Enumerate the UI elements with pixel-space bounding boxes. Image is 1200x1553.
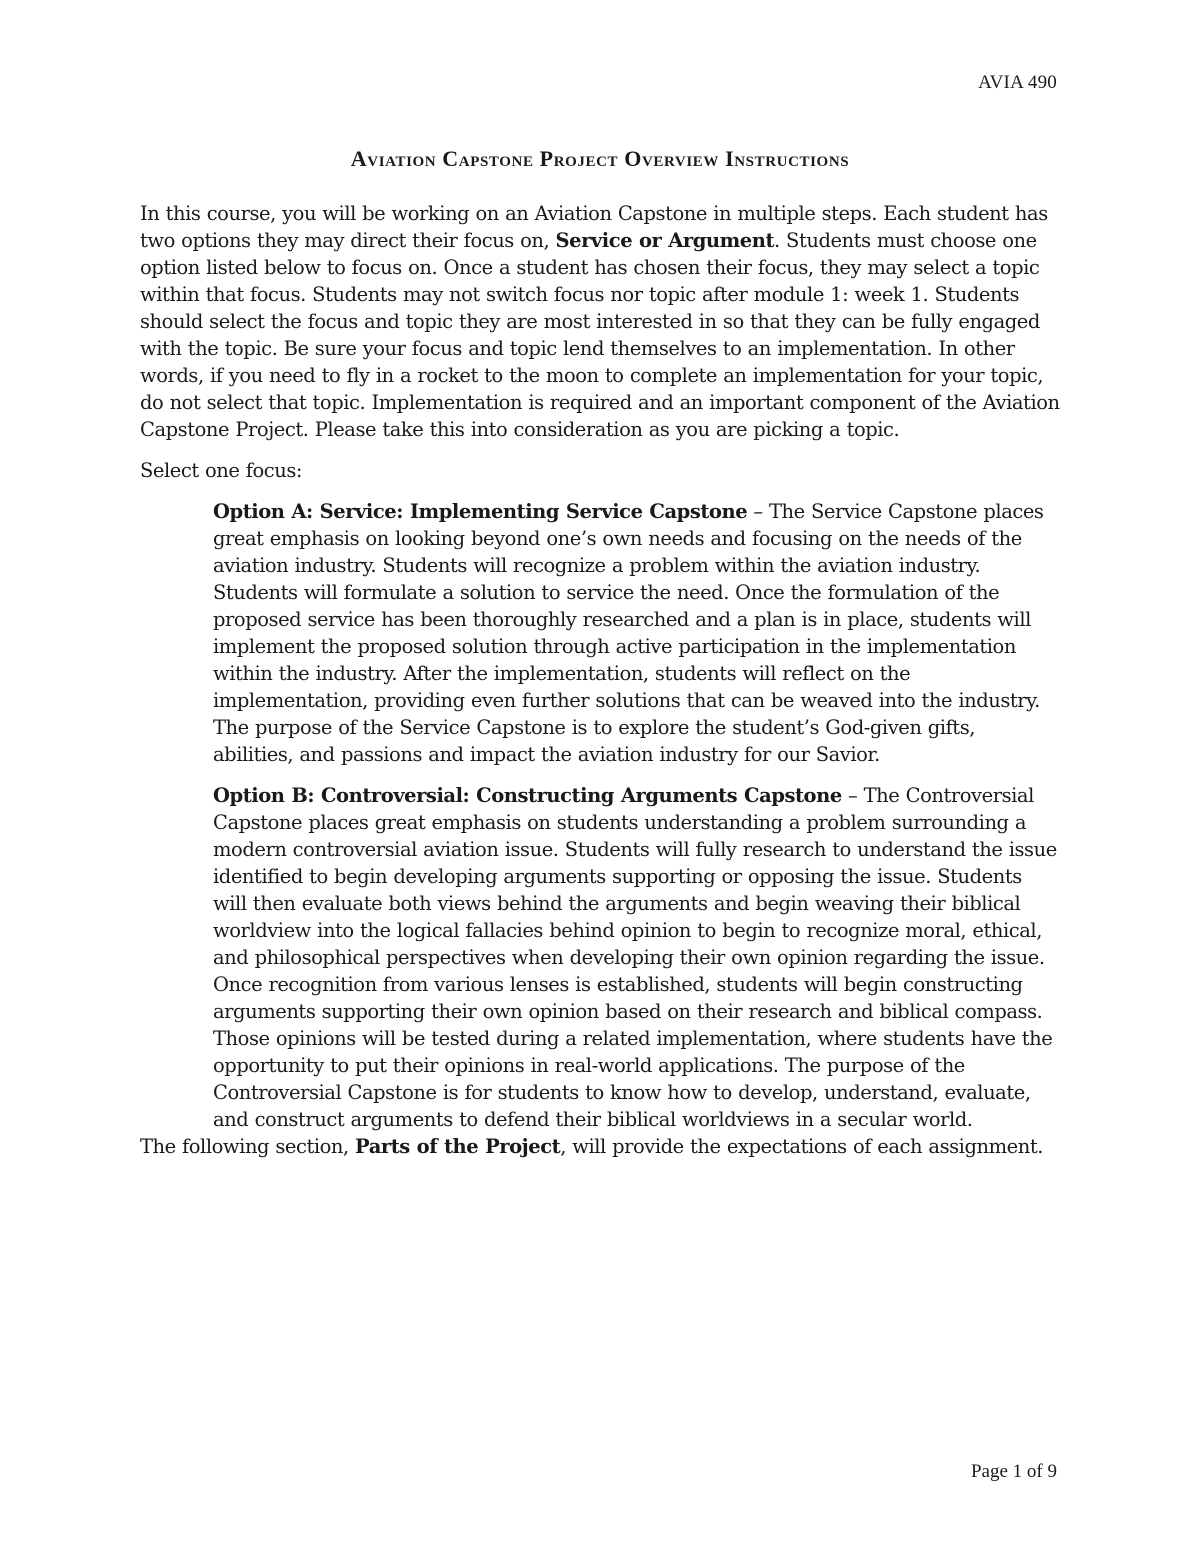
- options-list: [213, 498, 1060, 1133]
- footer-page-number: Page 1 of 9: [970, 1461, 1057, 1482]
- option-a-text: The Service Capstone places great emphasis on looking beyond one’s own needs and focusing on the needs of the aviation industry. Students will recognize a problem within the aviation industry. Students will formulate a solution to service the need. Once the formulation of the proposed service has been thoroughly researched and a plan is in place, students will implement the proposed solution through active participation in the implementation within the industry. After the implementation, students will reflect on the implementation, providing even further solutions that can be weaved into the industry. The purpose of the Service Capstone is to explore the student’s God-given gifts, abilities, and passions and impact the aviation industry for our Savior.: [213, 500, 1044, 766]
- header-course-code: AVIA 490: [978, 72, 1057, 93]
- intro-text-start: In this course, you will be working on an Aviation Capstone in multiple steps. Each student has two options they may direct their focus on,: [140, 202, 1048, 252]
- option-b-dash: –: [841, 784, 864, 807]
- option-b-heading: Option B: Controversial: Constructing Arguments Capstone: [213, 784, 842, 807]
- closing-paragraph: [140, 1133, 1060, 1160]
- option-b-paragraph: [213, 782, 1060, 1133]
- option-b-text: The Controversial Capstone places great emphasis on students understanding a problem surrounding a modern controversial aviation issue. Students will fully research to understand the issue identified to begin developing arguments supporting or opposing the issue. Students will then evaluate both views behind the arguments and begin weaving their biblical worldview into the logical fallacies behind opinion to begin to recognize moral, ethical, and philosophical perspectives when developing their own opinion regarding the issue. Once recognition from various lenses is established, students will begin constructing arguments supporting their own opinion based on their research and biblical compass. Those opinions will be tested during a related implementation, where students have the opportunity to put their opinions in real-world applications. The purpose of the Controversial Capstone is for students to know how to develop, understand, evaluate, and construct arguments to defend their biblical worldviews in a secular world.: [213, 784, 1057, 1131]
- closing-bold-section: Parts of the Project: [355, 1135, 561, 1158]
- document-body: [140, 200, 1060, 1160]
- option-a-dash: –: [747, 500, 769, 523]
- option-a-paragraph: [213, 498, 1060, 768]
- closing-text-end: , will provide the expectations of each assignment.: [560, 1135, 1043, 1158]
- intro-bold-focus: Service or Argument: [555, 229, 775, 252]
- closing-text-start: The following section,: [140, 1135, 356, 1158]
- document-title: Aviation Capstone Project Overview Instructions: [350, 146, 850, 171]
- option-a-heading: Option A: Service: Implementing Service Capstone: [213, 500, 748, 523]
- intro-text-end: . Students must choose one option listed below to focus on. Once a student has chosen their focus, they may select a topic within that focus. Students may not switch focus nor topic after module 1: week 1. Students should select the focus and topic they are most interested in so that they can be fully engaged with the topic. Be sure your focus and topic lend themselves to an implementation. In other words, if you need to fly in a rocket to the moon to complete an implementation for your topic, do not select that topic. Implementation is required and an important component of the Aviation Capstone Project. Please take this into consideration as you are picking a topic.: [140, 229, 1060, 441]
- select-focus-label: Select one focus:: [140, 459, 303, 482]
- intro-paragraph: [140, 200, 1060, 443]
